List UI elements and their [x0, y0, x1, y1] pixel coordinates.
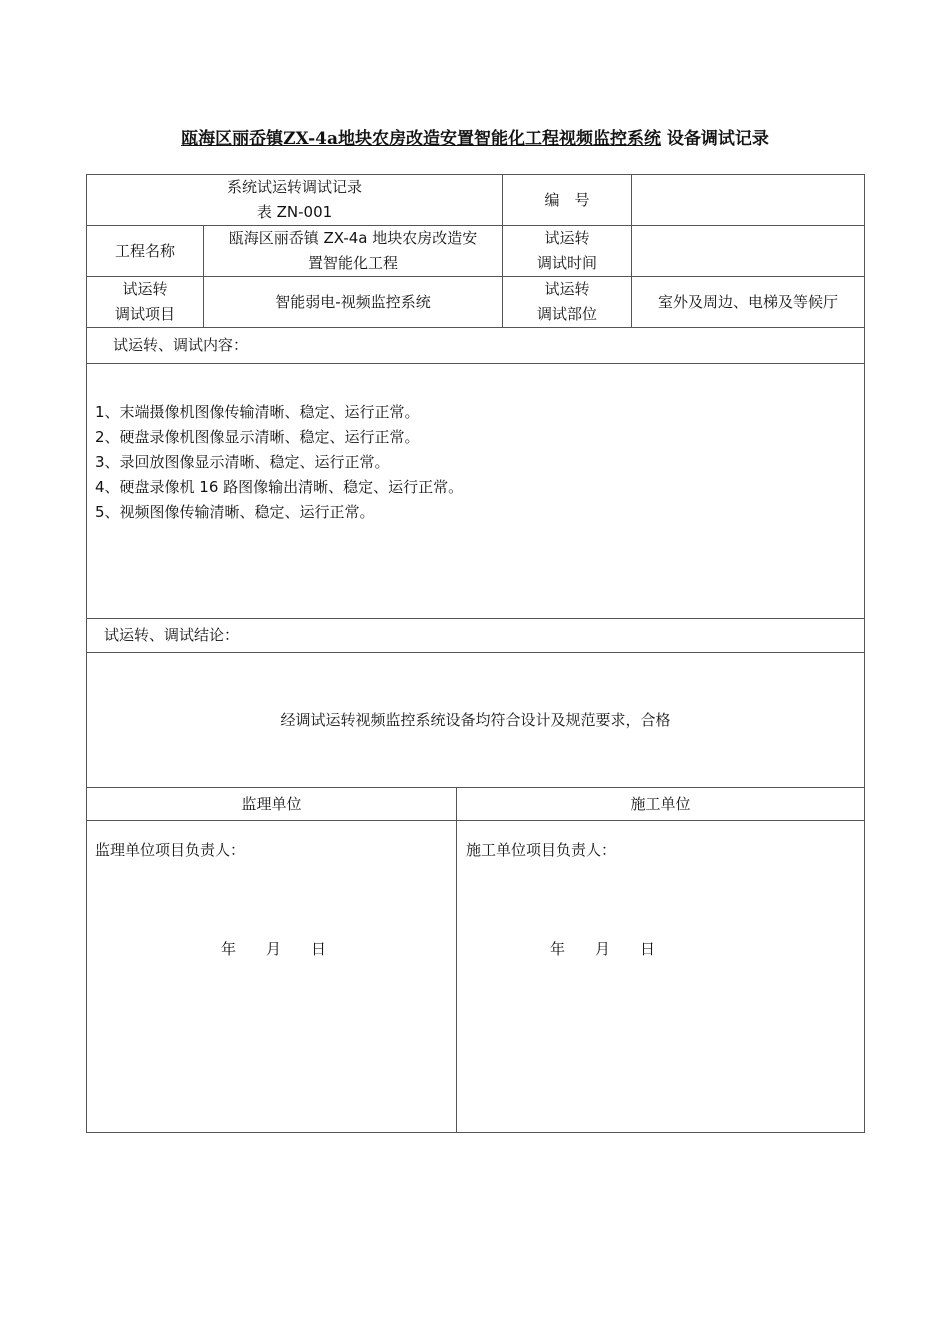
supervision-date: 年 月 日 [221, 940, 327, 958]
construction-date: 年 月 日 [550, 940, 656, 958]
test-item-value: 智能弱电-视频监控系统 [275, 292, 431, 311]
list-item: 2、硬盘录像机图像显示清晰、稳定、运行正常。 [95, 428, 420, 446]
construction-unit-header: 施工单位 [630, 794, 691, 813]
project-name-label: 工程名称 [114, 241, 175, 260]
test-time-value [632, 226, 864, 276]
column-divider [456, 787, 457, 1133]
project-name-value [204, 226, 502, 276]
record-title: 系统试运转调试记录 [226, 178, 362, 196]
list-item: 1、末端摄像机图像传输清晰、稳定、运行正常。 [95, 403, 420, 421]
test-item-label [87, 277, 203, 327]
list-item: 4、硬盘录像机 16 路图像输出清晰、稳定、运行正常。 [95, 478, 464, 496]
test-time-label [503, 226, 631, 276]
record-title-cell [87, 175, 502, 225]
test-location-value: 室外及周边、电梯及等候厅 [657, 292, 838, 311]
test-location-label-line: 试运转 [544, 280, 590, 298]
table-border-right [864, 174, 865, 1133]
number-label: 编 号 [544, 190, 590, 209]
supervision-unit-header: 监理单位 [241, 794, 302, 813]
construction-person-label: 施工单位项目负责人： [466, 841, 617, 859]
content-header: 试运转、调试内容： [113, 336, 249, 354]
test-item-label-line: 调试项目 [114, 305, 175, 323]
number-value [632, 175, 864, 225]
test-location-label-line: 调试部位 [536, 305, 597, 323]
title-project-name: 瓯海区丽岙镇ZX-4a地块农房改造安置智能化工程视频监控系统 [181, 129, 661, 149]
row-divider [86, 820, 865, 821]
content-list [95, 400, 463, 525]
project-name-line: 瓯海区丽岙镇 ZX-4a 地块农房改造安 [228, 229, 478, 247]
list-item: 5、视频图像传输清晰、稳定、运行正常。 [95, 503, 375, 521]
document-title [0, 124, 950, 149]
table-border-bottom [86, 1132, 865, 1133]
test-location-label [503, 277, 631, 327]
supervision-person-label: 监理单位项目负责人： [95, 841, 246, 859]
test-item-label-line: 试运转 [122, 280, 168, 298]
test-time-label-line: 试运转 [544, 229, 590, 247]
conclusion-text: 经调试运转视频监控系统设备均符合设计及规范要求，合格 [280, 710, 671, 729]
row-divider [86, 363, 865, 364]
record-form-number: 表 ZN-001 [256, 203, 333, 221]
list-item: 3、录回放图像显示清晰、稳定、运行正常。 [95, 453, 390, 471]
title-suffix: 设备调试记录 [660, 129, 769, 149]
project-name-line: 置智能化工程 [307, 254, 398, 272]
conclusion-header: 试运转、调试结论： [104, 626, 240, 644]
test-time-label-line: 调试时间 [536, 254, 597, 272]
